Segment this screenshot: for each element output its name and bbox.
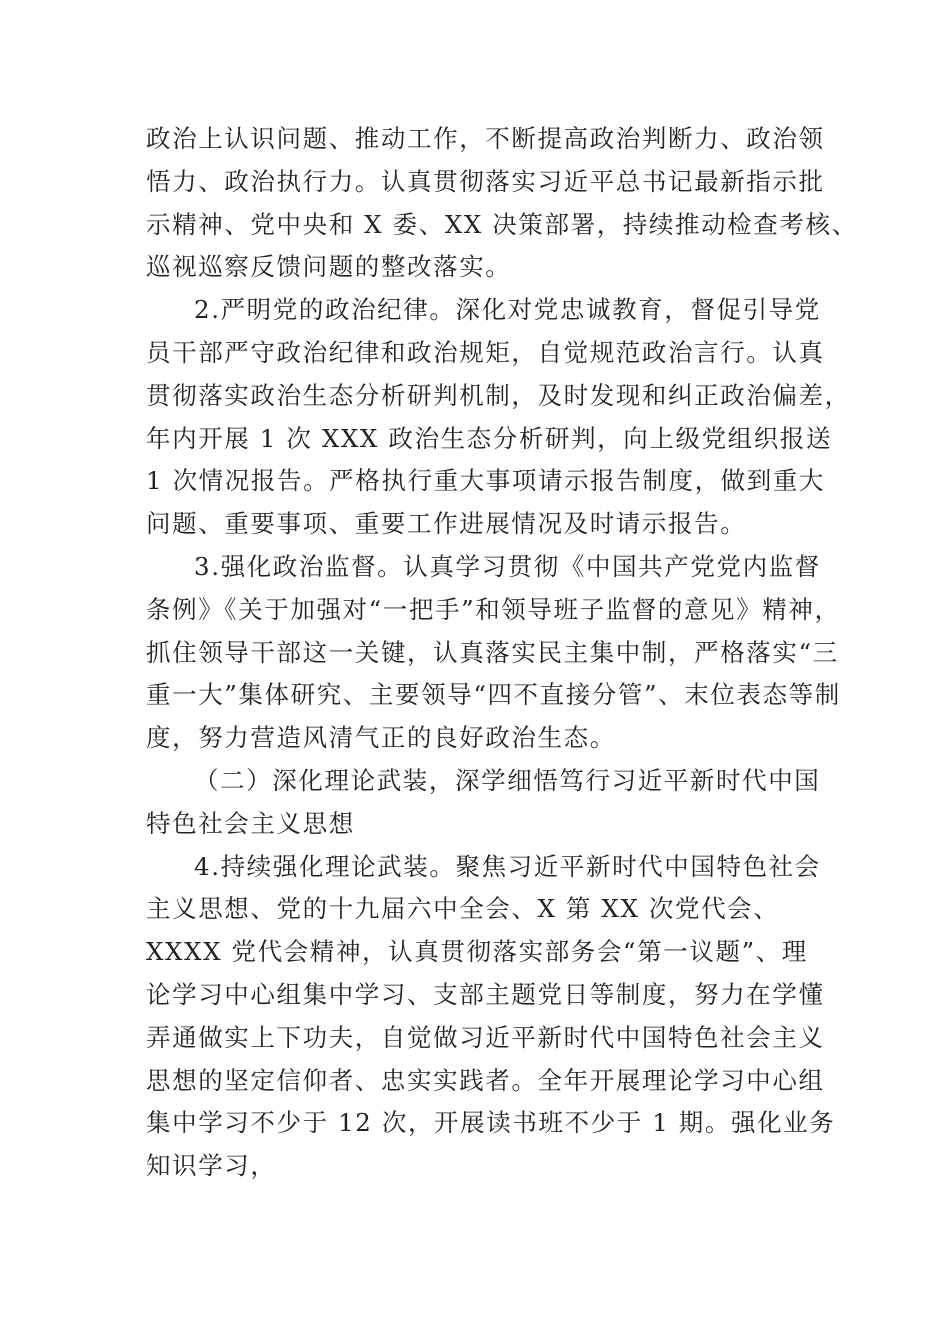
paragraph-3-heading-line: 3.强化政治监督。认真学习贯彻《中国共产党党内监督 <box>194 551 821 581</box>
text-line: 论学习中心组集中学习、支部主题党日等制度，努力在学懂 <box>146 979 825 1009</box>
text-line: 主义思想、党的十九届六中全会、X 第 XX 次党代会、 <box>146 894 780 924</box>
text-line: 员干部严守政治纪律和政治规矩，自觉规范政治言行。认真 <box>146 337 825 367</box>
text-line: 重一大”集体研究、主要领导“四不直接分管”、末位表态等制 <box>146 680 841 710</box>
text-line: 抓住领导干部这一关键，认真落实民主集中制，严格落实“三 <box>146 637 839 667</box>
text-line: 巡视巡察反馈问题的整改落实。 <box>146 252 512 282</box>
text-line: 弄通做实上下功夫，自觉做习近平新时代中国特色社会主义 <box>146 1022 825 1052</box>
paragraph-2-heading-line: 2.严明党的政治纪律。深化对党忠诚教育，督促引导党 <box>194 295 821 325</box>
section-2-heading-continuation: 特色社会主义思想 <box>146 808 355 838</box>
text-line: 1 次情况报告。严格执行重大事项请示报告制度，做到重大 <box>146 466 826 496</box>
text-line: 思想的坚定信仰者、忠实实践者。全年开展理论学习中心组 <box>146 1065 825 1095</box>
text-line: 示精神、党中央和 X 委、XX 决策部署，持续推动检查考核、 <box>146 209 858 239</box>
paragraph-4-heading-line: 4.持续强化理论武装。聚焦习近平新时代中国特色社会 <box>194 851 821 881</box>
text-line: XXXX 党代会精神，认真贯彻落实部务会“第一议题”、理 <box>146 937 808 967</box>
text-line: 问题、重要事项、重要工作进展情况及时请示报告。 <box>146 509 747 539</box>
section-2-heading-line: （二）深化理论武装，深学细悟笃行习近平新时代中国 <box>194 765 821 795</box>
text-line: 政治上认识问题、推动工作，不断提高政治判断力、政治领 <box>146 124 825 153</box>
document-body <box>146 118 858 1188</box>
text-line: 知识学习， <box>146 1151 277 1181</box>
text-line: 悟力、政治执行力。认真贯彻落实习近平总书记最新指示批 <box>146 166 825 196</box>
text-line: 度，努力营造风清气正的良好政治生态。 <box>146 723 616 753</box>
text-line: 条例》《关于加强对“一把手”和领导班子监督的意见》精神， <box>146 594 841 624</box>
text-line: 集中学习不少于 12 次，开展读书班不少于 1 期。强化业务 <box>146 1108 836 1138</box>
text-line: 贯彻落实政治生态分析研判机制，及时发现和纠正政治偏差， <box>146 380 851 410</box>
text-line: 年内开展 1 次 XXX 政治生态分析研判，向上级党组织报送 <box>146 423 833 453</box>
